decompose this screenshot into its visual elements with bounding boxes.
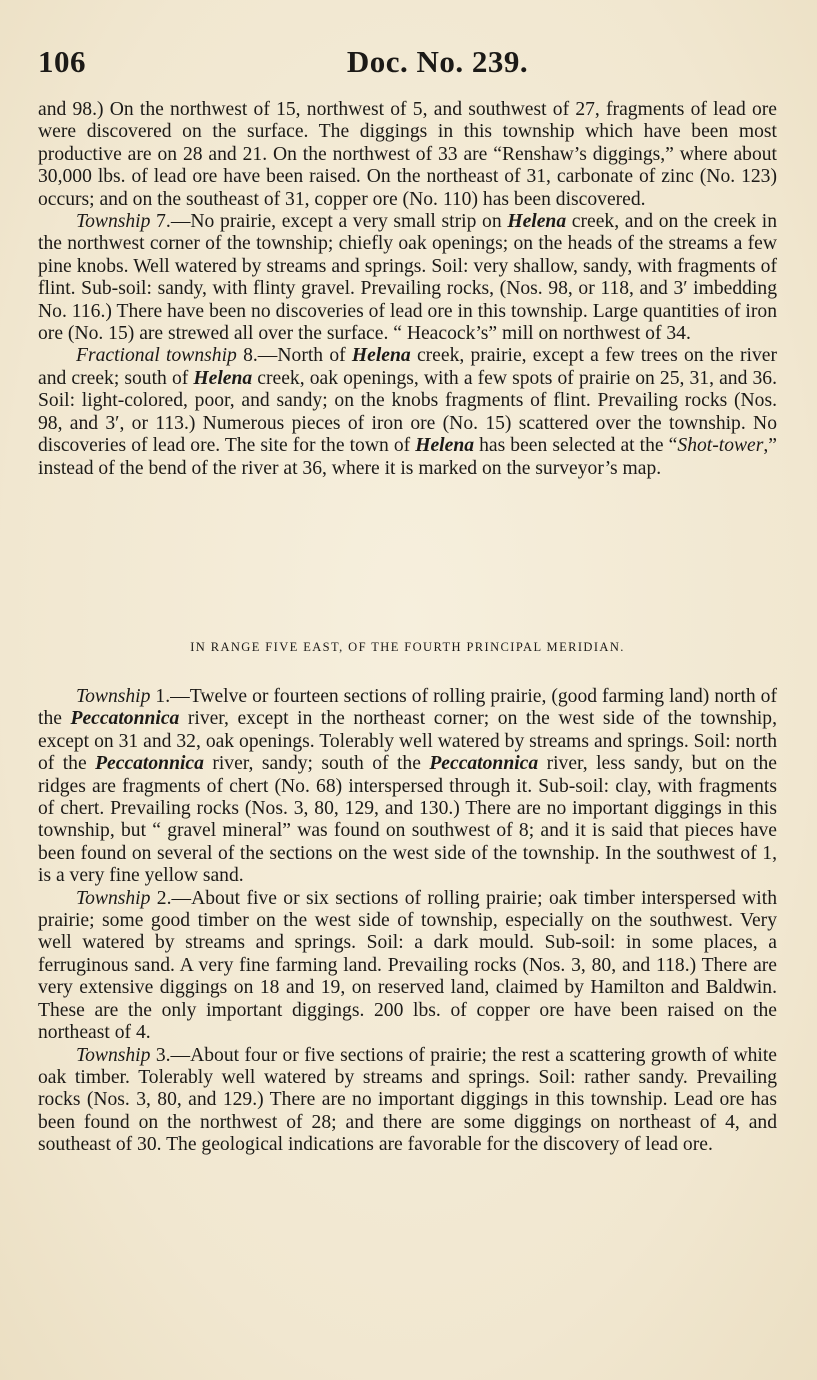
paragraph (38, 1045, 777, 1157)
paragraph-text: and 98.) On the northwest of 15, northwest of 5, and southwest of 27, fragments of lead ore were discovered on the surface. The diggings in this township which have been most productive are on 28 and 21. On the northwest of 33 are “Renshaw’s diggings,” where about 30,000 lbs. of lead ore have been raised. On the northeast of 31, carbonate of zinc (No. 123) occurs; and on the southeast of 31, copper ore (No. 110) has been discovered. (38, 99, 777, 210)
paragraph-text: ,” instead of the bend of the river at 36, where it is marked on the surveyor’s map. (38, 435, 777, 479)
page-number: 106 (38, 44, 86, 79)
paragraph-text: creek, oak openings, with a few spots of prairie on 25, 31, and 36. Soil: light-colored, poor, and sandy; on the knobs fragments of flint. Prevailing rocks (Nos. 98, and 3′, or 113.) Numerous pieces of iron ore (No. 15) scattered over the township. No discoveries of lead ore. The site for the town of (38, 367, 778, 457)
italic-term: Shot-tower (677, 435, 764, 457)
paragraph-text: 7.—No prairie, except a very small strip on (150, 211, 508, 233)
paragraph-text: creek, prairie, except a few trees on the river and creek; south of (38, 345, 777, 389)
italic-term: Township (76, 1044, 151, 1066)
paragraph-text: 8.—North of (236, 345, 352, 367)
paragraph-text: river, less sandy, but on the ridges are fragments of chert (No. 68) interspersed through it. Sub-soil: clay, with fragments of chert. Prevailing rocks (Nos. 3, 80, 129, and 130.) There are no important diggings in this township, but “ gravel mineral” was found on southwest of 8; and it is said that pieces have been found on several of the sections on the west side of the township. In the southwest of 1, is a very fine yellow sand. (38, 753, 777, 887)
italic-term: Peccatonnica (70, 708, 180, 730)
paragraph-continuation (38, 99, 777, 211)
paragraph-text: 2.—About five or six sections of rolling prairie; oak timber interspersed with prairie; some good timber on the west side of township, especially on the southwest. Very well watered by streams and springs. Soil: a dark mould. Sub-soil: in some places, a ferruginous sand. A very fine farming land. Prevailing rocks (Nos. 3, 80, and 118.) There are very extensive diggings on 18 and 19, on reserved land, claimed by Hamilton and Baldwin. These are the only important diggings. 200 lbs. of copper ore have been raised on the northeast of 4. (38, 887, 777, 1044)
paragraph (38, 345, 777, 479)
document-title: Doc. No. 239. (346, 44, 529, 79)
italic-term: Helena (507, 211, 567, 233)
paragraph (38, 211, 777, 345)
italic-term: Township (76, 887, 151, 909)
paragraph-text: creek, and on the creek in the northwest corner of the township; chiefly oak openings; on the heads of the streams a few pine knobs. Well watered by streams and springs. Soil: very shallow, sandy, with fragments of flint. Sub-soil: sandy, with flinty gravel. Prevailing rocks, (Nos. 98, or 118, and 3′ imbedding No. 116.) There have been no discoveries of lead ore in this township. Large quantities of iron ore (No. 15) are strewed all over the surface. “ Heacock’s” mill on northwest of 34. (38, 211, 777, 345)
text-block-top (38, 99, 777, 480)
section-heading: IN RANGE FIVE EAST, OF THE FOURTH PRINCIPAL MERIDIAN. (190, 640, 625, 654)
paragraph-text: has been selected at the “ (474, 435, 678, 457)
italic-term: Peccatonnica (429, 753, 539, 775)
paragraph-text: 1.—Twelve or fourteen sections of rolling prairie, (good farming land) north of the (38, 686, 777, 730)
paragraph-text: river, sandy; south of the (203, 753, 430, 775)
page-header (38, 44, 777, 84)
italic-term: Fractional township (76, 345, 237, 367)
italic-term: Helena (351, 345, 411, 367)
italic-term: Township (76, 211, 151, 233)
paragraph-text: 3.—About four or five sections of prairie; the rest a scattering growth of white oak timber. Tolerably well watered by streams and springs. Soil: rather sandy. Prevailing rocks (Nos. 3, 80, and 129.) There are no important diggings in this township. Lead ore has been found on the northwest of 28; and there are some diggings on northeast of 4, and southeast of 30. The geological indications are favorable for the discovery of lead ore. (38, 1044, 777, 1156)
italic-term: Peccatonnica (95, 753, 204, 775)
italic-term: Helena (415, 435, 475, 457)
italic-term: Helena (193, 367, 253, 389)
paragraph (38, 686, 777, 888)
paragraph-text: river, except in the northeast corner; on the west side of the township, except on 31 and 32, oak openings. Tolerably well watered by streams and springs. Soil: north of the (38, 708, 778, 775)
paragraph (38, 888, 777, 1045)
italic-term: Township (76, 686, 151, 707)
text-block-bottom (38, 686, 777, 1157)
